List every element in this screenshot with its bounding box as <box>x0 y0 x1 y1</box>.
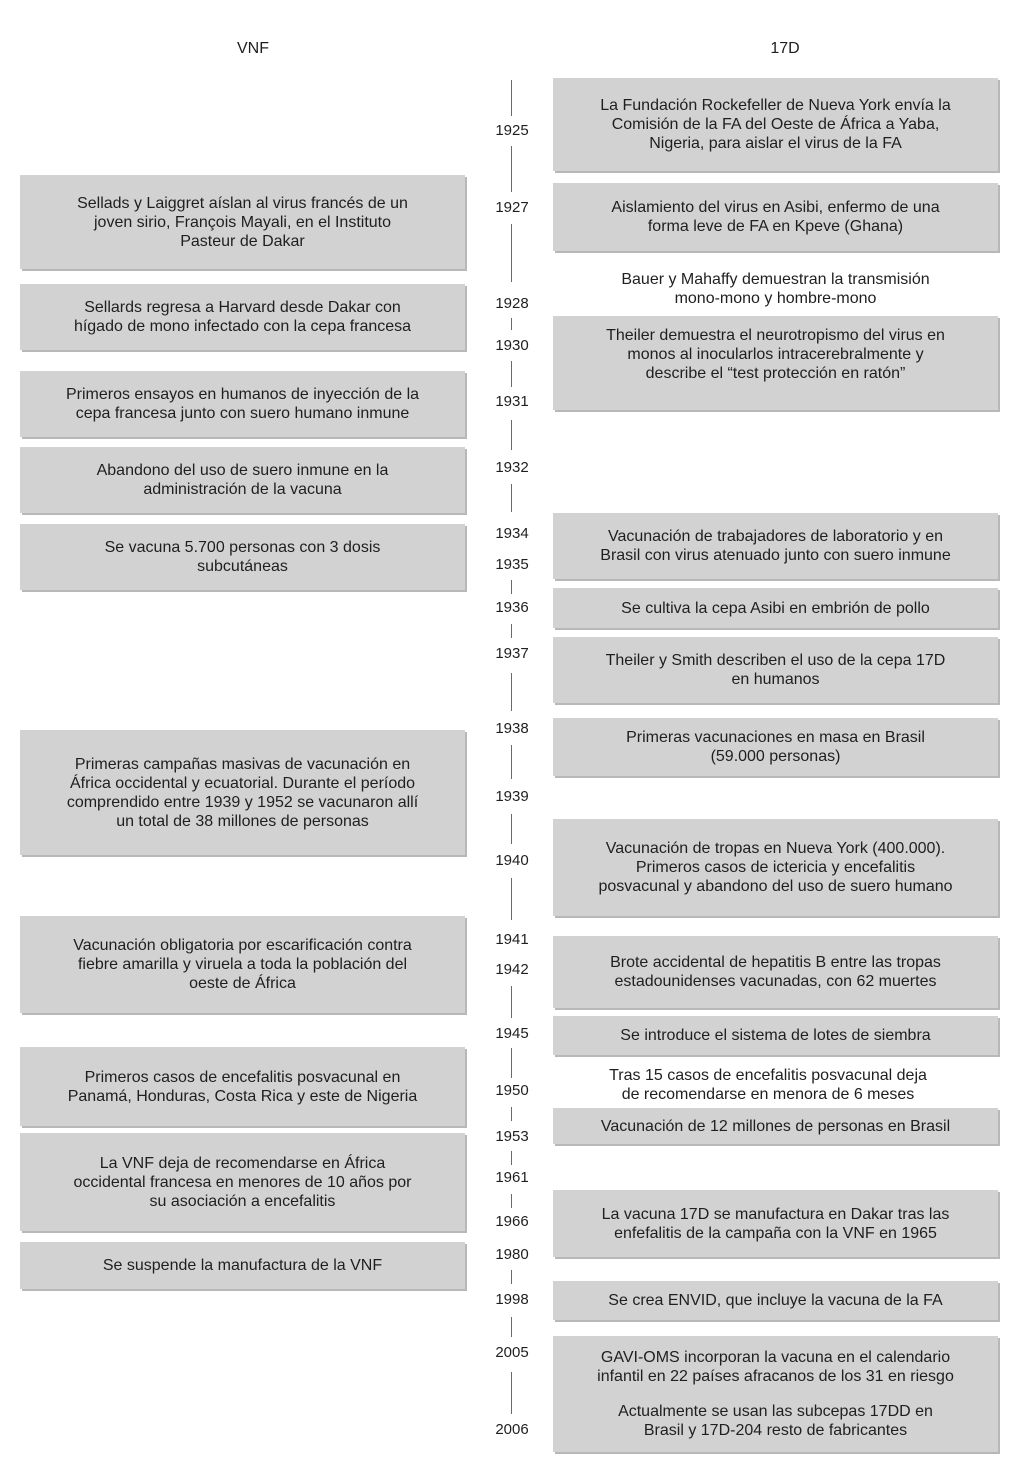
year-label: 1938 <box>495 720 529 737</box>
17d-event: Actualmente se usan las subcepas 17DD en Brasil y 17D-204 resto de fabricantes <box>618 1403 933 1439</box>
timeline-line <box>511 146 512 192</box>
year-label: 1935 <box>495 556 529 573</box>
timeline-line <box>511 1270 512 1284</box>
year-label: 1942 <box>495 961 529 978</box>
timeline-line <box>511 673 512 711</box>
17d-event: Vacunación de tropas en Nueva York (400.000). Primeros casos de ictericia y encefalitis posvacunal y abandono del uso de suero humano <box>553 819 998 916</box>
timeline-line <box>511 80 512 116</box>
year-label: 1927 <box>495 199 529 216</box>
vnf-event: Vacunación obligatoria por escarificación contra fiebre amarilla y viruela a toda la población del oeste de África <box>20 916 465 1013</box>
17d-header: 17D <box>770 40 800 57</box>
vnf-event: Se suspende la manufactura de la VNF <box>20 1242 465 1289</box>
timeline-line <box>511 814 512 844</box>
timeline-line <box>511 624 512 638</box>
17d-event: Theiler y Smith describen el uso de la cepa 17D en humanos <box>553 637 998 703</box>
17d-event: Tras 15 casos de encefalitis posvacunal deja de recomendarse en menora de 6 meses <box>609 1067 927 1103</box>
timeline-line <box>511 1151 512 1165</box>
timeline-line <box>511 878 512 920</box>
timeline-line <box>511 1317 512 1337</box>
timeline-line <box>511 1048 512 1078</box>
17d-event: Se crea ENVID, que incluye la vacuna de la FA <box>553 1281 998 1320</box>
vnf-event: Primeros ensayos en humanos de inyección de la cepa francesa junto con suero humano inmune <box>20 371 465 437</box>
vnf-event: Se vacuna 5.700 personas con 3 dosis subcutáneas <box>20 524 465 590</box>
17d-event: GAVI-OMS incorporan la vacuna en el calendario infantil en 22 países afracanos de los 31 en riesgo <box>553 1336 998 1452</box>
vnf-header: VNF <box>237 40 269 57</box>
year-label: 1936 <box>495 599 529 616</box>
17d-event: Se cultiva la cepa Asibi en embrión de pollo <box>553 588 998 628</box>
timeline-line <box>511 1372 512 1414</box>
vnf-event: La VNF deja de recomendarse en África occidental francesa en menores de 10 años por su asociación a encefalitis <box>20 1133 465 1231</box>
year-label: 1998 <box>495 1291 529 1308</box>
timeline-line <box>511 745 512 779</box>
17d-event: La vacuna 17D se manufactura en Dakar tras las enfefalitis de la campaña con la VNF en 1965 <box>553 1190 998 1257</box>
year-label: 1980 <box>495 1246 529 1263</box>
year-label: 1941 <box>495 931 529 948</box>
17d-event: La Fundación Rockefeller de Nueva York envía la Comisión de la FA del Oeste de África a Yaba, Nigeria, para aislar el virus de la FA <box>553 78 998 171</box>
vnf-event: Sellads y Laiggret aíslan al virus francés de un joven sirio, François Mayali, en el Instituto Pasteur de Dakar <box>20 175 465 269</box>
timeline-line <box>511 986 512 1018</box>
17d-event: Bauer y Mahaffy demuestran la transmisión mono-mono y hombre-mono <box>621 271 930 307</box>
year-label: 1940 <box>495 852 529 869</box>
timeline-line <box>511 484 512 512</box>
17d-event: Theiler demuestra el neurotropismo del virus en monos al inocularlos intracerebralmente y describe el “test protección en ratón” <box>553 316 998 410</box>
year-label: 1945 <box>495 1025 529 1042</box>
timeline-line <box>511 224 512 282</box>
timeline-line <box>511 318 512 330</box>
year-label: 1950 <box>495 1082 529 1099</box>
timeline-line <box>511 1194 512 1208</box>
year-label: 2005 <box>495 1344 529 1361</box>
17d-event: Vacunación de 12 millones de personas en Brasil <box>553 1108 998 1144</box>
year-label: 1930 <box>495 337 529 354</box>
year-label: 1934 <box>495 525 529 542</box>
year-label: 1925 <box>495 122 529 139</box>
timeline-line <box>511 420 512 450</box>
17d-event: Vacunación de trabajadores de laboratorio y en Brasil con virus atenuado junto con suero inmune <box>553 513 998 579</box>
17d-event: Primeras vacunaciones en masa en Brasil (59.000 personas) <box>553 718 998 776</box>
year-label: 1931 <box>495 393 529 410</box>
year-label: 1932 <box>495 459 529 476</box>
year-label: 1953 <box>495 1128 529 1145</box>
vnf-event: Primeros casos de encefalitis posvacunal en Panamá, Honduras, Costa Rica y este de Nigeria <box>20 1047 465 1126</box>
vnf-event: Primeras campañas masivas de vacunación en África occidental y ecuatorial. Durante el período comprendido entre 1939 y 1952 se vacunaron allí un total de 38 millones de personas <box>20 730 465 855</box>
17d-event: Aislamiento del virus en Asibi, enfermo de una forma leve de FA en Kpeve (Ghana) <box>553 183 998 251</box>
timeline-line <box>511 1107 512 1121</box>
year-label: 2006 <box>495 1421 529 1438</box>
year-label: 1966 <box>495 1213 529 1230</box>
timeline-line <box>511 361 512 387</box>
year-label: 1961 <box>495 1169 529 1186</box>
timeline-line <box>511 580 512 594</box>
year-label: 1939 <box>495 788 529 805</box>
year-label: 1928 <box>495 295 529 312</box>
vnf-event: Abandono del uso de suero inmune en la administración de la vacuna <box>20 447 465 513</box>
year-label: 1937 <box>495 645 529 662</box>
vnf-event: Sellards regresa a Harvard desde Dakar con hígado de mono infectado con la cepa francesa <box>20 284 465 350</box>
17d-event: Se introduce el sistema de lotes de siembra <box>553 1016 998 1055</box>
17d-event: Brote accidental de hepatitis B entre las tropas estadounidenses vacunadas, con 62 muertes <box>553 936 998 1008</box>
